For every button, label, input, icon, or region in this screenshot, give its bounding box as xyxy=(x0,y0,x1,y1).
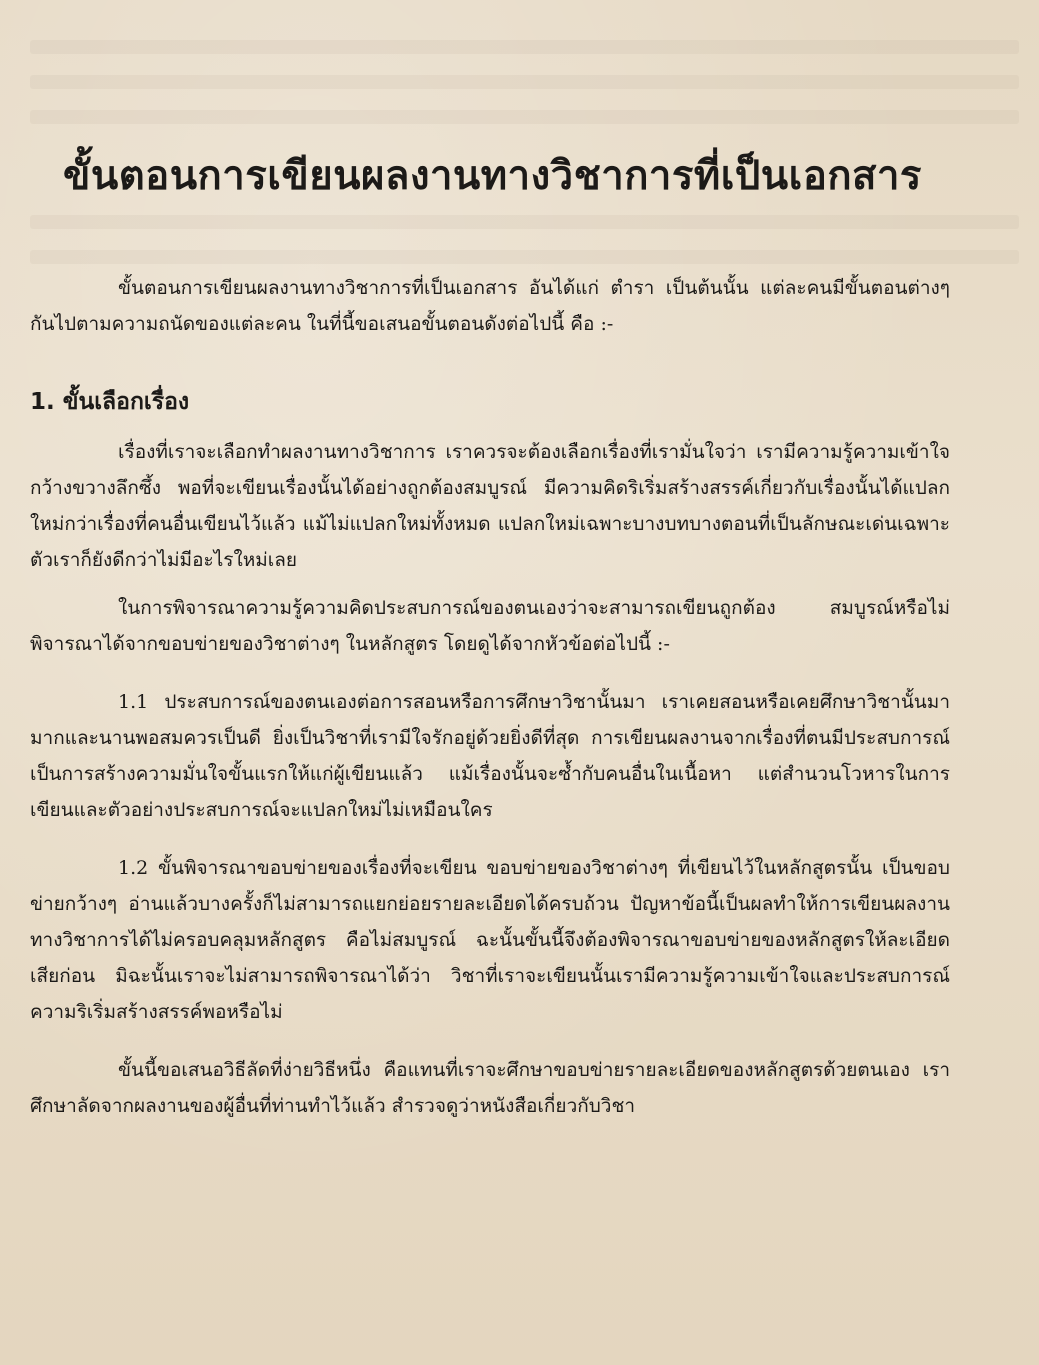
section-paragraph: ในการพิจารณาความรู้ความคิดประสบการณ์ของตนเองว่าจะสามารถเขียนถูกต้อง สมบูรณ์หรือไม่ พิจารณาได้จากขอบข่ายของวิชาต่างๆ ในหลักสูตร โดยดูได้จากหัวข้อต่อไปนี้ :- xyxy=(30,597,950,655)
show-through-band xyxy=(30,110,1019,124)
document-body xyxy=(30,150,950,1124)
show-through-band xyxy=(30,75,1019,89)
intro-paragraph: ขั้นตอนการเขียนผลงานทางวิชาการที่เป็นเอกสาร อันได้แก่ ตำรา เป็นต้นนั้น แต่ละคนมีขั้นตอนต่างๆ กันไปตามความถนัดของแต่ละคน ในที่นี้ขอเสนอขั้นตอนดังต่อไปนี้ คือ :- xyxy=(30,277,950,335)
section-heading: 1. ขั้นเลือกเรื่อง xyxy=(30,389,190,415)
page-title: ขั้นตอนการเขียนผลงานทางวิชาการที่เป็นเอกสาร xyxy=(63,153,922,199)
numbered-item-1-1: 1.1 ประสบการณ์ของตนเองต่อการสอนหรือการศึกษาวิชานั้นมา เราเคยสอนหรือเคยศึกษาวิชานั้นมามากและนานพอสมควรเป็นดี ยิ่งเป็นวิชาที่เรามีใจรักอยู่ด้วยยิ่งดีที่สุด การเขียนผลงานจากเรื่องที่ตนมีประสบการณ์ เป็นการสร้างความมั่นใจขั้นแรกให้แก่ผู้เขียนแล้ว แม้เรื่องนั้นจะซ้ำกับคนอื่นในเนื้อหา แต่สำนวนโวหารในการเขียนและตัวอย่างประสบการณ์จะแปลกใหม่ไม่เหมือนใคร xyxy=(30,691,950,821)
numbered-item-1-2: 1.2 ขั้นพิจารณาขอบข่ายของเรื่องที่จะเขียน ขอบข่ายของวิชาต่างๆ ที่เขียนไว้ในหลักสูตรนั้น เป็นขอบข่ายกว้างๆ อ่านแล้วบางครั้งก็ไม่สามารถแยกย่อยรายละเอียดได้ครบถ้วน ปัญหาข้อนี้เป็นผลทำให้การเขียนผลงานทางวิชาการได้ไม่ครอบคลุมหลักสูตร คือไม่สมบูรณ์ ฉะนั้นขั้นนี้จึงต้องพิจารณาขอบข่ายของหลักสูตรให้ละเอียดเสียก่อน มิฉะนั้นเราจะไม่สามารถพิจารณาได้ว่า วิชาที่เราจะเขียนนั้นเรามีความรู้ความเข้าใจและประสบการณ์ความริเริ่มสร้างสรรค์พอหรือไม่ xyxy=(30,857,950,1023)
section-paragraph: เรื่องที่เราจะเลือกทำผลงานทางวิชาการ เราควรจะต้องเลือกเรื่องที่เรามั่นใจว่า เรามีความรู้ความเข้าใจกว้างขวางลึกซึ้ง พอที่จะเขียนเรื่องนั้นได้อย่างถูกต้องสมบูรณ์ มีความคิดริเริ่มสร้างสรรค์เกี่ยวกับเรื่องนั้นได้แปลกใหม่กว่าเรื่องที่คนอื่นเขียนไว้แล้ว แม้ไม่แปลกใหม่ทั้งหมด แปลกใหม่เฉพาะบางบทบางตอนที่เป็นลักษณะเด่นเฉพาะตัวเราก็ยังดีกว่าไม่มีอะไรใหม่เลย xyxy=(30,441,950,571)
section-paragraph: ขั้นนี้ขอเสนอวิธีลัดที่ง่ายวิธีหนึ่ง คือแทนที่เราจะศึกษาขอบข่ายรายละเอียดของหลักสูตรด้วยตนเอง เราศึกษาลัดจากผลงานของผู้อื่นที่ท่านทำไว้แล้ว สำรวจดูว่าหนังสือเกี่ยวกับวิชา xyxy=(30,1059,950,1117)
show-through-band xyxy=(30,40,1019,54)
